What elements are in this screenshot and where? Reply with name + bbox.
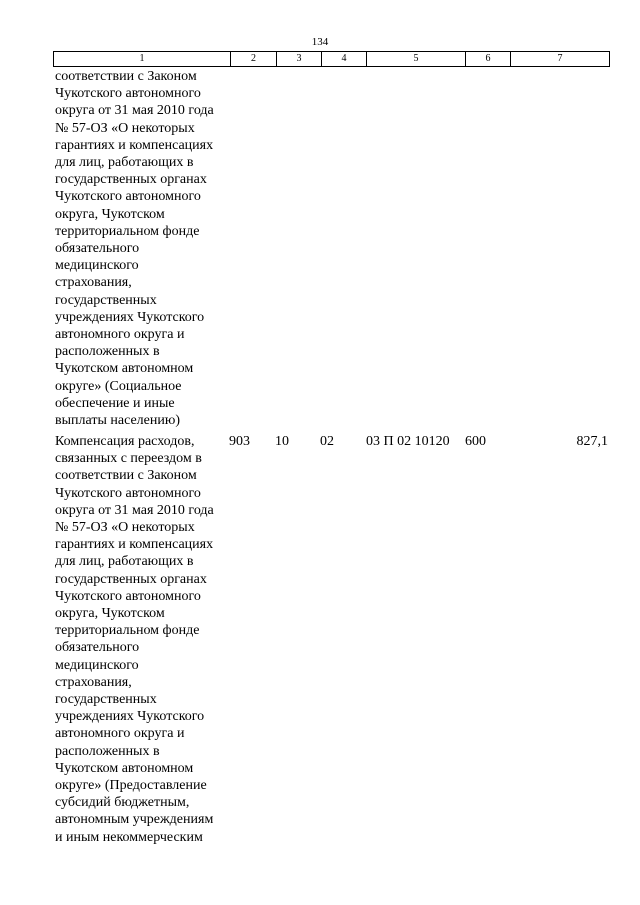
page-number: 134 — [311, 36, 329, 48]
column-header-table — [53, 51, 610, 67]
row-col-4-value: 02 — [320, 434, 334, 449]
column-header-3: 3 — [277, 52, 322, 67]
column-header-4: 4 — [322, 52, 367, 67]
column-header-6: 6 — [466, 52, 511, 67]
row-col-5-value: 03 П 02 10120 — [366, 434, 450, 449]
row-col-3-value: 10 — [275, 434, 289, 449]
row-description: Компенсация расходов, связанных с переездом в соответствии с Законом Чукотского автономного округа от 31 мая 2010 года № 57-ОЗ «О некоторых гарантиях и компенсациях для лиц, работающих в государственных органах Чукотского автономного округа, Чукотском территориальном фонде обязательного медицинского страхования, государственных учреждениях Чукотского автономного округа и расположенных в Чукотском автономном округе» (Предоставление субсидий бюджетным, автономным учреждениям и иным некоммерческим — [55, 434, 214, 845]
row-col-2-value: 903 — [229, 434, 250, 449]
row-col-7-value: 827,1 — [576, 434, 608, 449]
column-header-7: 7 — [511, 52, 610, 67]
column-header-1: 1 — [54, 52, 231, 67]
column-header-row — [54, 52, 610, 67]
row-col-6-value: 600 — [465, 434, 486, 449]
column-header-2: 2 — [231, 52, 277, 67]
column-header-5: 5 — [367, 52, 466, 67]
continued-row-description: соответствии с Законом Чукотского автономного округа от 31 мая 2010 года № 57-ОЗ «О некоторых гарантиях и компенсациях для лиц, работающих в государственных органах Чукотского автономного округа, Чукотском территориальном фонде обязательного медицинского страхования, государственных учреждениях Чукотского автономного округа и расположенных в Чукотском автономном округе» (Социальное обеспечение и иные выплаты населению) — [55, 69, 214, 429]
